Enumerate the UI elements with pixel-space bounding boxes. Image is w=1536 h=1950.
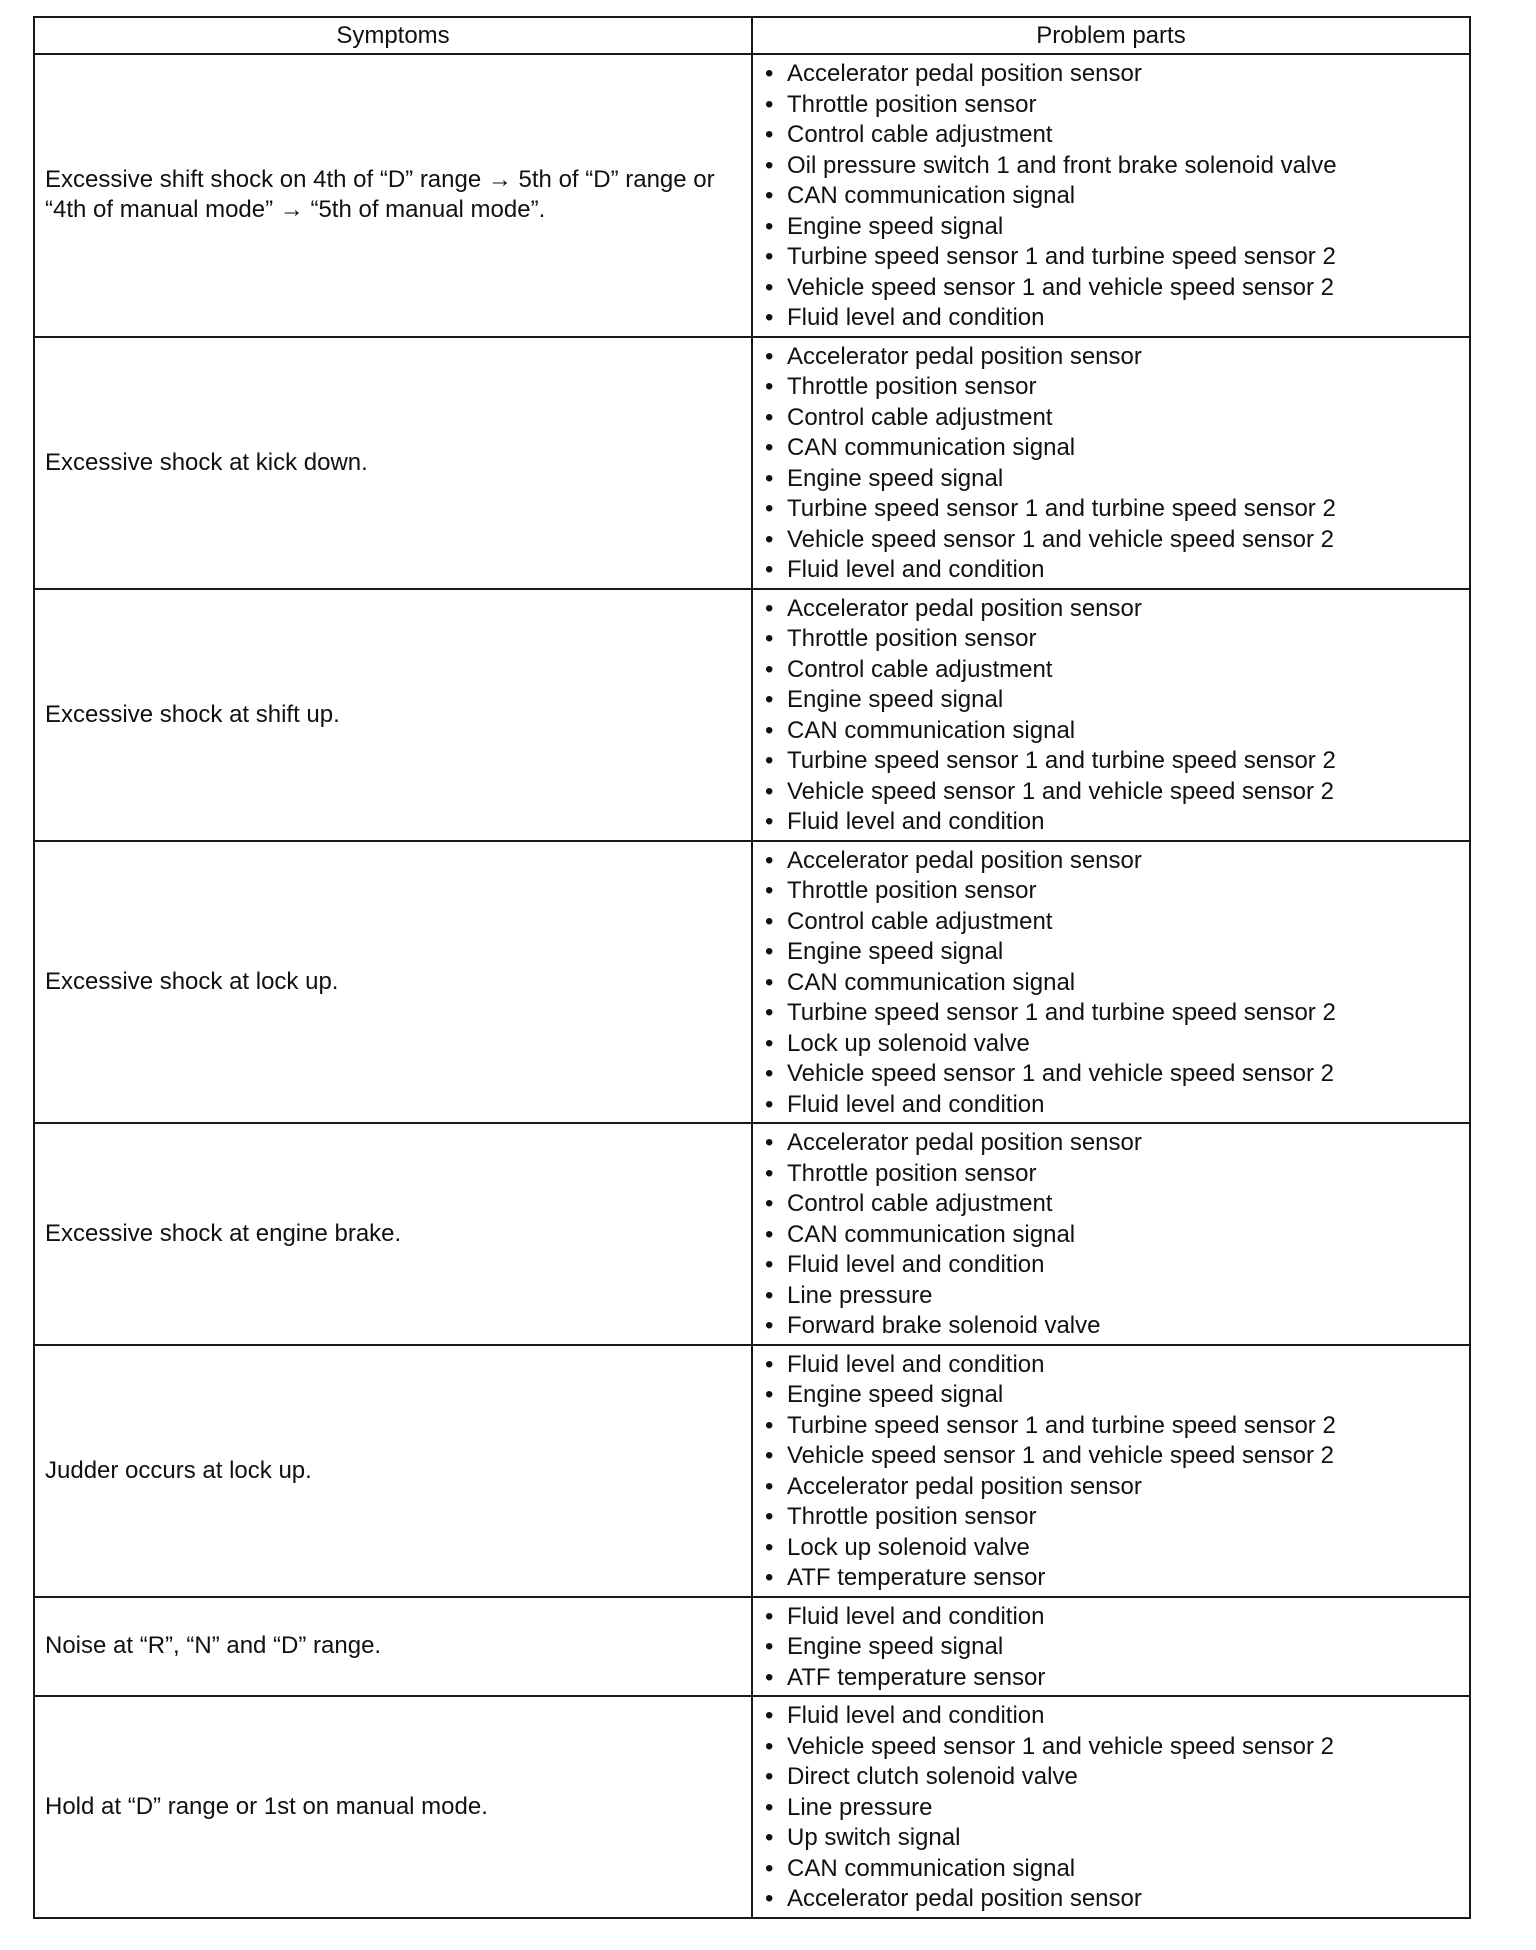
symptom-cell: Excessive shock at engine brake. [34,1123,752,1345]
problem-part-item: • Fluid level and condition [761,555,1461,586]
problem-part-item: • Direct clutch solenoid valve [761,1762,1461,1793]
problem-part-item: • Throttle position sensor [761,1502,1461,1533]
problem-part-item: • Accelerator pedal position sensor [761,59,1461,90]
problem-part-item: • CAN communication signal [761,1854,1461,1885]
problem-parts-list [761,342,1461,586]
problem-part-item: • Control cable adjustment [761,655,1461,686]
problem-part-item: • Vehicle speed sensor 1 and vehicle speed sensor 2 [761,1441,1461,1472]
problem-part-item: • Throttle position sensor [761,876,1461,907]
problem-part-item: • Fluid level and condition [761,1350,1461,1381]
problem-parts-list [761,1602,1461,1694]
problem-part-item: • Throttle position sensor [761,624,1461,655]
symptom-cell: Excessive shock at kick down. [34,337,752,589]
problem-part-item: • Vehicle speed sensor 1 and vehicle speed sensor 2 [761,273,1461,304]
table-row [34,1123,1470,1345]
problem-part-item: • Vehicle speed sensor 1 and vehicle speed sensor 2 [761,1059,1461,1090]
problem-part-item: • Accelerator pedal position sensor [761,1472,1461,1503]
problem-part-item: • Throttle position sensor [761,1159,1461,1190]
problem-part-item: • Vehicle speed sensor 1 and vehicle speed sensor 2 [761,777,1461,808]
problem-part-item: • Accelerator pedal position sensor [761,342,1461,373]
problem-parts-column-header: Problem parts [752,17,1470,54]
problem-part-item: • Throttle position sensor [761,90,1461,121]
problem-part-item: • Accelerator pedal position sensor [761,594,1461,625]
problem-part-item: • ATF temperature sensor [761,1663,1461,1694]
problem-part-item: • Vehicle speed sensor 1 and vehicle speed sensor 2 [761,525,1461,556]
problem-part-item: • Line pressure [761,1281,1461,1312]
problem-parts-list [761,1128,1461,1342]
problem-part-item: • Turbine speed sensor 1 and turbine speed sensor 2 [761,494,1461,525]
symptom-cell: Excessive shock at shift up. [34,589,752,841]
problem-part-item: • CAN communication signal [761,181,1461,212]
problem-part-item: • Throttle position sensor [761,372,1461,403]
symptom-cell: Judder occurs at lock up. [34,1345,752,1597]
problem-part-item: • CAN communication signal [761,968,1461,999]
problem-part-item: • Forward brake solenoid valve [761,1311,1461,1342]
table-row [34,1345,1470,1597]
problem-parts-cell [752,589,1470,841]
table-row [34,1597,1470,1697]
problem-part-item: • Engine speed signal [761,937,1461,968]
table-row [34,337,1470,589]
problem-part-item: • Engine speed signal [761,685,1461,716]
problem-part-item: • Fluid level and condition [761,1602,1461,1633]
problem-parts-cell [752,337,1470,589]
problem-part-item: • Fluid level and condition [761,1701,1461,1732]
problem-part-item: • Engine speed signal [761,212,1461,243]
problem-part-item: • Control cable adjustment [761,120,1461,151]
problem-part-item: • Lock up solenoid valve [761,1029,1461,1060]
problem-part-item: • Turbine speed sensor 1 and turbine speed sensor 2 [761,1411,1461,1442]
diagnosis-table-container [33,16,1469,1919]
problem-parts-cell [752,1696,1470,1918]
problem-parts-cell [752,1597,1470,1697]
symptoms-column-header: Symptoms [34,17,752,54]
table-row [34,841,1470,1124]
table-row [34,54,1470,337]
problem-parts-list [761,594,1461,838]
symptom-diagnosis-table [33,16,1471,1919]
table-body [34,54,1470,1918]
problem-parts-list [761,1350,1461,1594]
problem-part-item: • Line pressure [761,1793,1461,1824]
problem-part-item: • Turbine speed sensor 1 and turbine speed sensor 2 [761,242,1461,273]
problem-part-item: • Turbine speed sensor 1 and turbine speed sensor 2 [761,746,1461,777]
problem-part-item: • Fluid level and condition [761,807,1461,838]
problem-part-item: • Up switch signal [761,1823,1461,1854]
problem-parts-cell [752,1345,1470,1597]
symptom-cell: Hold at “D” range or 1st on manual mode. [34,1696,752,1918]
table-row [34,589,1470,841]
problem-part-item: • Oil pressure switch 1 and front brake solenoid valve [761,151,1461,182]
problem-part-item: • Fluid level and condition [761,303,1461,334]
problem-part-item: • Engine speed signal [761,1380,1461,1411]
problem-part-item: • Turbine speed sensor 1 and turbine speed sensor 2 [761,998,1461,1029]
problem-parts-cell [752,54,1470,337]
problem-part-item: • CAN communication signal [761,716,1461,747]
problem-part-item: • Lock up solenoid valve [761,1533,1461,1564]
problem-part-item: • Accelerator pedal position sensor [761,846,1461,877]
problem-part-item: • Control cable adjustment [761,1189,1461,1220]
problem-parts-cell [752,1123,1470,1345]
symptom-cell: Excessive shock at lock up. [34,841,752,1124]
problem-parts-list [761,1701,1461,1915]
problem-part-item: • CAN communication signal [761,1220,1461,1251]
symptom-cell: Noise at “R”, “N” and “D” range. [34,1597,752,1697]
problem-part-item: • Fluid level and condition [761,1090,1461,1121]
problem-parts-list [761,59,1461,334]
problem-part-item: • Engine speed signal [761,1632,1461,1663]
symptom-cell: Excessive shift shock on 4th of “D” range → 5th of “D” range or “4th of manual mode” → “5th of manual mode”. [34,54,752,337]
problem-part-item: • Fluid level and condition [761,1250,1461,1281]
table-header-row [34,17,1470,54]
problem-part-item: • Control cable adjustment [761,907,1461,938]
table-row [34,1696,1470,1918]
problem-part-item: • ATF temperature sensor [761,1563,1461,1594]
problem-parts-list [761,846,1461,1121]
problem-parts-cell [752,841,1470,1124]
problem-part-item: • Accelerator pedal position sensor [761,1128,1461,1159]
problem-part-item: • Accelerator pedal position sensor [761,1884,1461,1915]
problem-part-item: • Engine speed signal [761,464,1461,495]
problem-part-item: • Vehicle speed sensor 1 and vehicle speed sensor 2 [761,1732,1461,1763]
problem-part-item: • Control cable adjustment [761,403,1461,434]
problem-part-item: • CAN communication signal [761,433,1461,464]
